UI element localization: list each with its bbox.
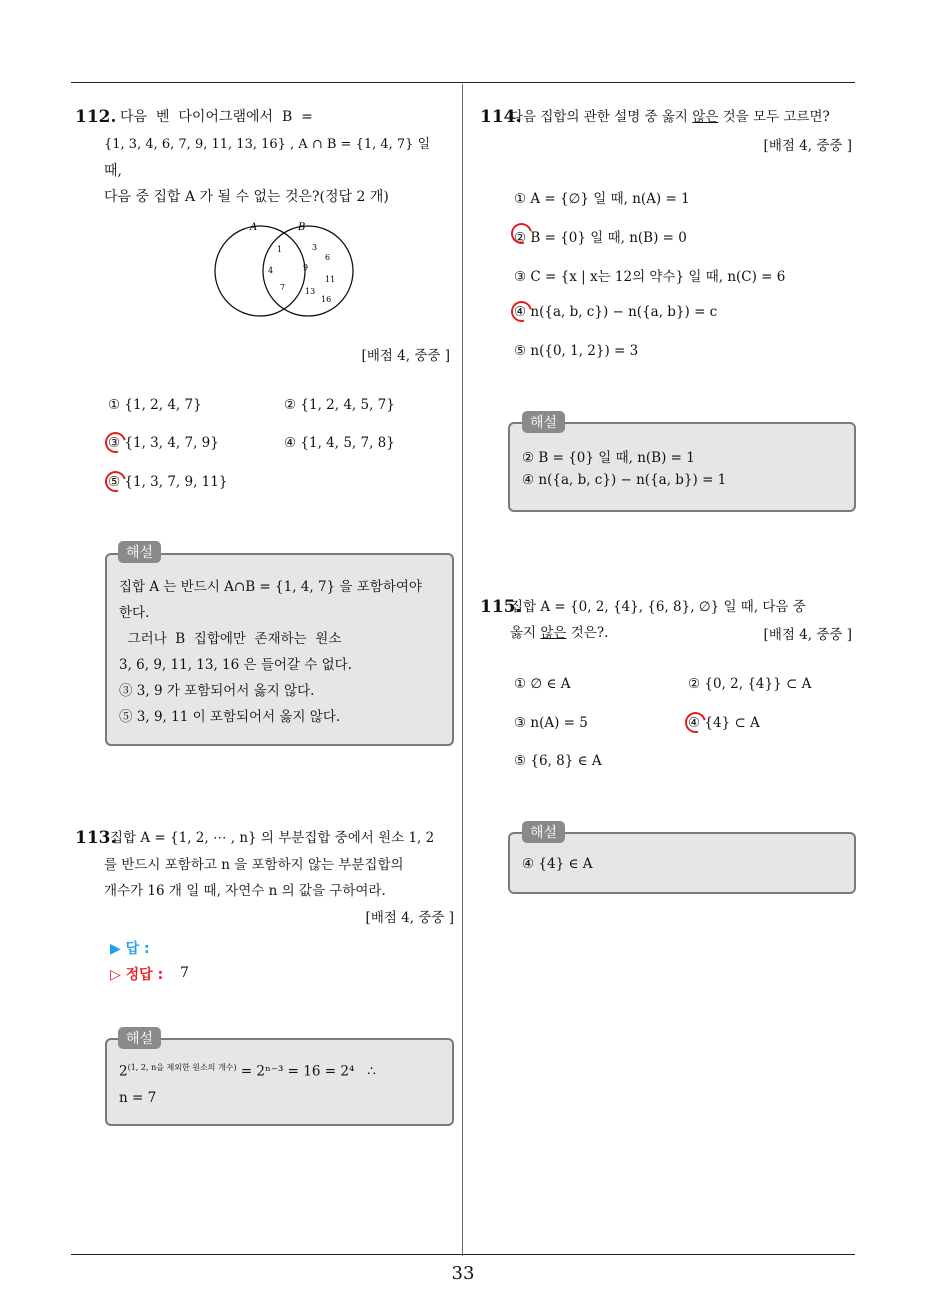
score-meta: [배점 4, 중중 ] <box>361 348 450 364</box>
solution-line: 집합 A 는 반드시 A∩B = {1, 4, 7} 을 포함하여야 <box>119 579 422 595</box>
score-meta: [배점 4, 중중 ] <box>763 627 852 643</box>
column-divider <box>462 84 463 1256</box>
solution-line: 한다. <box>119 605 150 621</box>
solution-line: ⑤ 3, 9, 11 이 포함되어서 옳지 않다. <box>119 709 341 725</box>
choice-2[interactable]: ② {0, 2, {4}} ⊂ A <box>688 676 812 692</box>
choice-3[interactable]: ③ C = {x | x는 12의 약수} 일 때, n(C) = 6 <box>514 269 786 285</box>
answer-label[interactable]: ▶ 답 : <box>110 941 150 957</box>
question-text-line: 집합 A = {0, 2, {4}, {6, 8}, ∅} 일 때, 다음 중 <box>510 599 806 615</box>
question-text-line: 다음 집합의 관한 설명 중 옳지 않은 것을 모두 고르면? <box>510 109 830 125</box>
solution-line: n = 7 <box>119 1090 157 1106</box>
score-meta: [배점 4, 중중 ] <box>365 910 454 926</box>
choice-2[interactable]: ② B = {0} 일 때, n(B) = 0 <box>514 230 687 246</box>
solution-box <box>105 1038 454 1126</box>
question-text-line: 다음 벤 다이어그램에서 B = <box>120 109 313 125</box>
question-text-line: 때, <box>104 163 122 179</box>
question-text-line: 옳지 않은 것은?. <box>510 625 609 641</box>
solution-line: ③ 3, 9 가 포함되어서 옳지 않다. <box>119 683 315 699</box>
solution-tag: 해설 <box>522 411 565 433</box>
solution-tag: 해설 <box>118 1027 161 1049</box>
venn-label-b: B <box>298 222 306 233</box>
page-number: 33 <box>451 1263 475 1284</box>
choice-4[interactable]: ④ {4} ⊂ A <box>688 715 760 731</box>
choice-5[interactable]: ⑤ {6, 8} ∈ A <box>514 753 602 769</box>
question-text-line: 를 반드시 포함하고 n 을 포함하지 않는 부분집합의 <box>104 857 404 873</box>
question-number: 114. <box>480 107 522 127</box>
choice-3[interactable]: ③ n(A) = 5 <box>514 715 588 731</box>
venn-diagram <box>205 218 365 328</box>
answer-mark-circle <box>681 708 710 737</box>
solution-line: ④ n({a, b, c}) − n({a, b}) = 1 <box>522 472 727 488</box>
choice-2[interactable]: ② {1, 2, 4, 5, 7} <box>284 397 395 413</box>
choice-1[interactable]: ① {1, 2, 4, 7} <box>108 397 202 413</box>
question-text-line: 개수가 16 개 일 때, 자연수 n 의 값을 구하여라. <box>104 883 386 899</box>
solution-line: 3, 6, 9, 11, 13, 16 은 들어갈 수 없다. <box>119 657 352 673</box>
venn-circle-a <box>215 226 305 316</box>
solution-line: $2^{(1, 2, n을 제외한 원소의 개수)} = 2^{n-3} = 16 = 2^4$ ∴ <box>119 1063 376 1080</box>
solution-box <box>508 422 856 512</box>
solution-box <box>105 553 454 746</box>
answer-mark-circle <box>101 428 130 457</box>
correct-answer-label: ▷ 정답 : <box>110 967 164 983</box>
top-rule <box>71 82 855 83</box>
venn-label-a: A <box>250 222 258 233</box>
question-number: 115. <box>480 597 522 617</box>
question-text-line: 다음 중 집합 A 가 될 수 없는 것은?(정답 2 개) <box>104 189 389 205</box>
question-number: 113. <box>75 828 117 848</box>
venn-element: 9 <box>303 263 309 272</box>
question-number: 112. <box>75 107 117 127</box>
solution-tag: 해설 <box>118 541 161 563</box>
choice-1[interactable]: ① ∅ ∈ A <box>514 676 571 692</box>
answer-mark-circle <box>101 467 130 496</box>
venn-element: 11 <box>325 275 336 284</box>
solution-line: ④ {4} ∈ A <box>522 856 593 872</box>
score-meta: [배점 4, 중중 ] <box>763 138 852 154</box>
question-text-line: 집합 A = {1, 2, ⋯ , n} 의 부분집합 중에서 원소 1, 2 <box>110 830 435 846</box>
solution-tag: 해설 <box>522 821 565 843</box>
choice-4[interactable]: ④ {1, 4, 5, 7, 8} <box>284 435 395 451</box>
choice-5[interactable]: ⑤ n({0, 1, 2}) = 3 <box>514 343 639 359</box>
question-text-line: {1, 3, 4, 6, 7, 9, 11, 13, 16} , A ∩ B = {1, 4, 7} 일 <box>104 137 431 152</box>
venn-element: 16 <box>321 295 332 304</box>
venn-element: 7 <box>280 283 286 292</box>
venn-element: 6 <box>325 253 331 262</box>
choice-1[interactable]: ① A = {∅} 일 때, n(A) = 1 <box>514 191 690 207</box>
venn-element: 13 <box>305 287 316 296</box>
venn-element: 4 <box>268 266 274 275</box>
bottom-rule <box>71 1254 855 1255</box>
answer-mark-circle <box>507 297 536 326</box>
choice-5[interactable]: ⑤ {1, 3, 7, 9, 11} <box>108 474 228 490</box>
venn-element: 1 <box>277 245 283 254</box>
choice-4[interactable]: ④ n({a, b, c}) − n({a, b}) = c <box>514 304 718 320</box>
solution-line: 그러나 B 집합에만 존재하는 원소 <box>119 631 342 647</box>
venn-element: 3 <box>312 243 318 252</box>
choice-3[interactable]: ③ {1, 3, 4, 7, 9} <box>108 435 219 451</box>
correct-answer-value: 7 <box>180 965 189 981</box>
solution-line: ② B = {0} 일 때, n(B) = 1 <box>522 450 695 466</box>
